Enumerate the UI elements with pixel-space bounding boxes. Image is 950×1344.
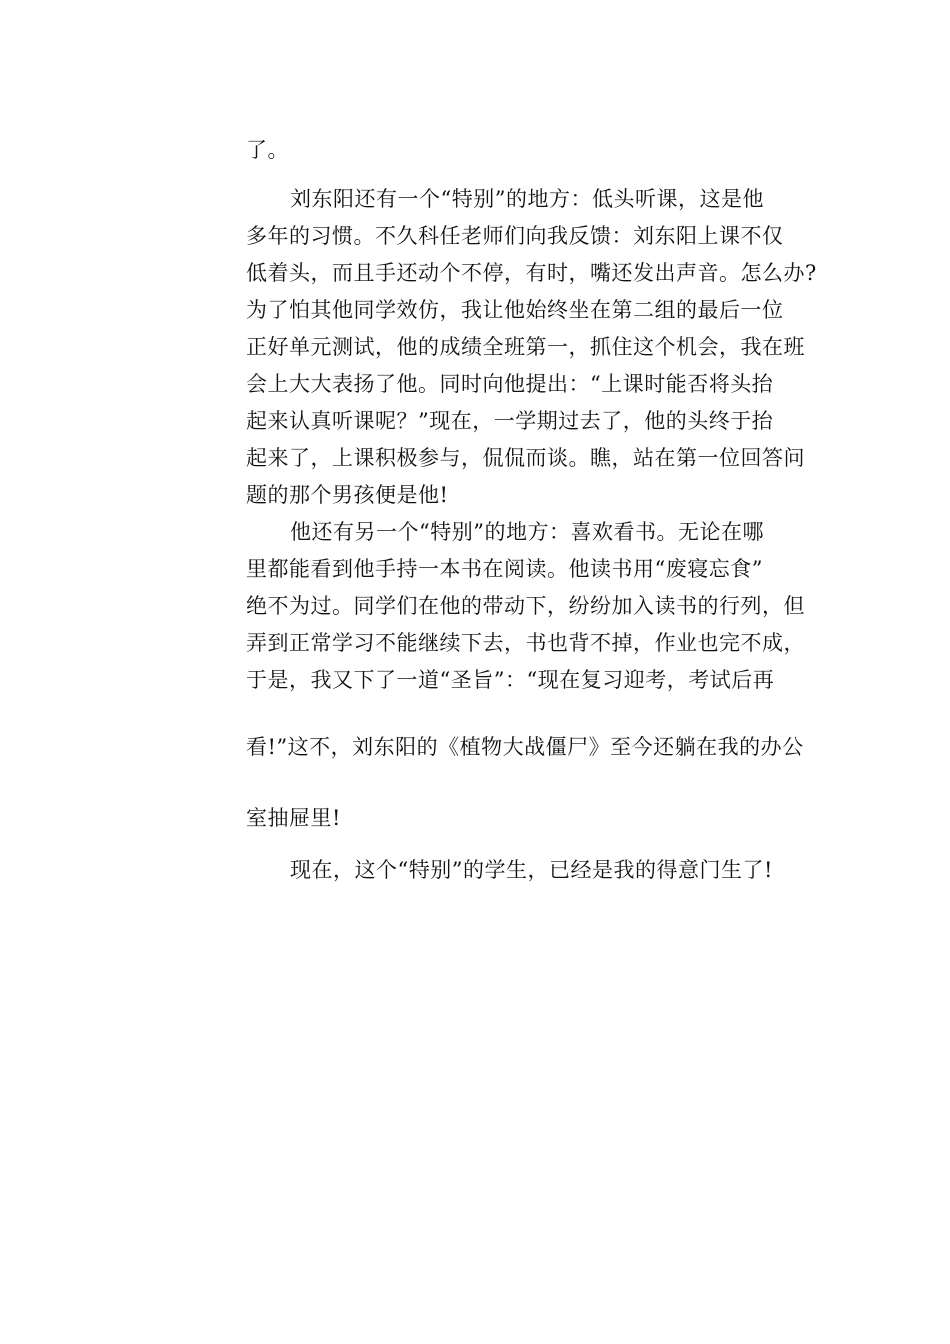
paragraph-line-7: 会上大大表扬了他。同时向他提出：“上课时能否将头抬: [246, 372, 774, 396]
paragraph-line-14: 弄到正常学习不能继续下去，书也背不掉，作业也完不成，: [246, 631, 805, 655]
paragraph-line-18: 现在，这个“特别”的学生，已经是我的得意门生了!: [290, 858, 773, 882]
paragraph-line-2: 刘东阳还有一个“特别”的地方：低头听课，这是他: [290, 187, 764, 211]
paragraph-line-10: 题的那个男孩便是他!: [246, 483, 449, 507]
paragraph-line-4: 低着头，而且手还动个不停，有时，嘴还发出声音。怎么办?: [246, 261, 817, 285]
paragraph-line-17: 室抽屉里!: [246, 806, 341, 830]
paragraph-line-3: 多年的习惯。不久科任老师们向我反馈：刘东阳上课不仅: [246, 224, 784, 248]
paragraph-line-5: 为了怕其他同学效仿，我让他始终坐在第二组的最后一位: [246, 298, 784, 322]
paragraph-line-12: 里都能看到他手持一本书在阅读。他读书用“废寝忘食”: [246, 557, 763, 581]
paragraph-line-1: 了。: [246, 138, 289, 162]
paragraph-line-13: 绝不为过。同学们在他的带动下，纷纷加入读书的行列，但: [246, 594, 805, 618]
paragraph-line-15: 于是，我又下了一道“圣旨”：“现在复习迎考，考试后再: [246, 668, 775, 692]
paragraph-line-6: 正好单元测试，他的成绩全班第一，抓住这个机会，我在班: [246, 335, 805, 359]
paragraph-line-16: 看!”这不，刘东阳的《植物大战僵尸》至今还躺在我的办公: [246, 735, 804, 759]
paragraph-line-11: 他还有另一个“特别”的地方：喜欢看书。无论在哪: [290, 520, 764, 544]
paragraph-line-8: 起来认真听课呢？”现在，一学期过去了，他的头终于抬: [246, 409, 774, 433]
paragraph-line-9: 起来了，上课积极参与，侃侃而谈。瞧，站在第一位回答问: [246, 446, 805, 470]
